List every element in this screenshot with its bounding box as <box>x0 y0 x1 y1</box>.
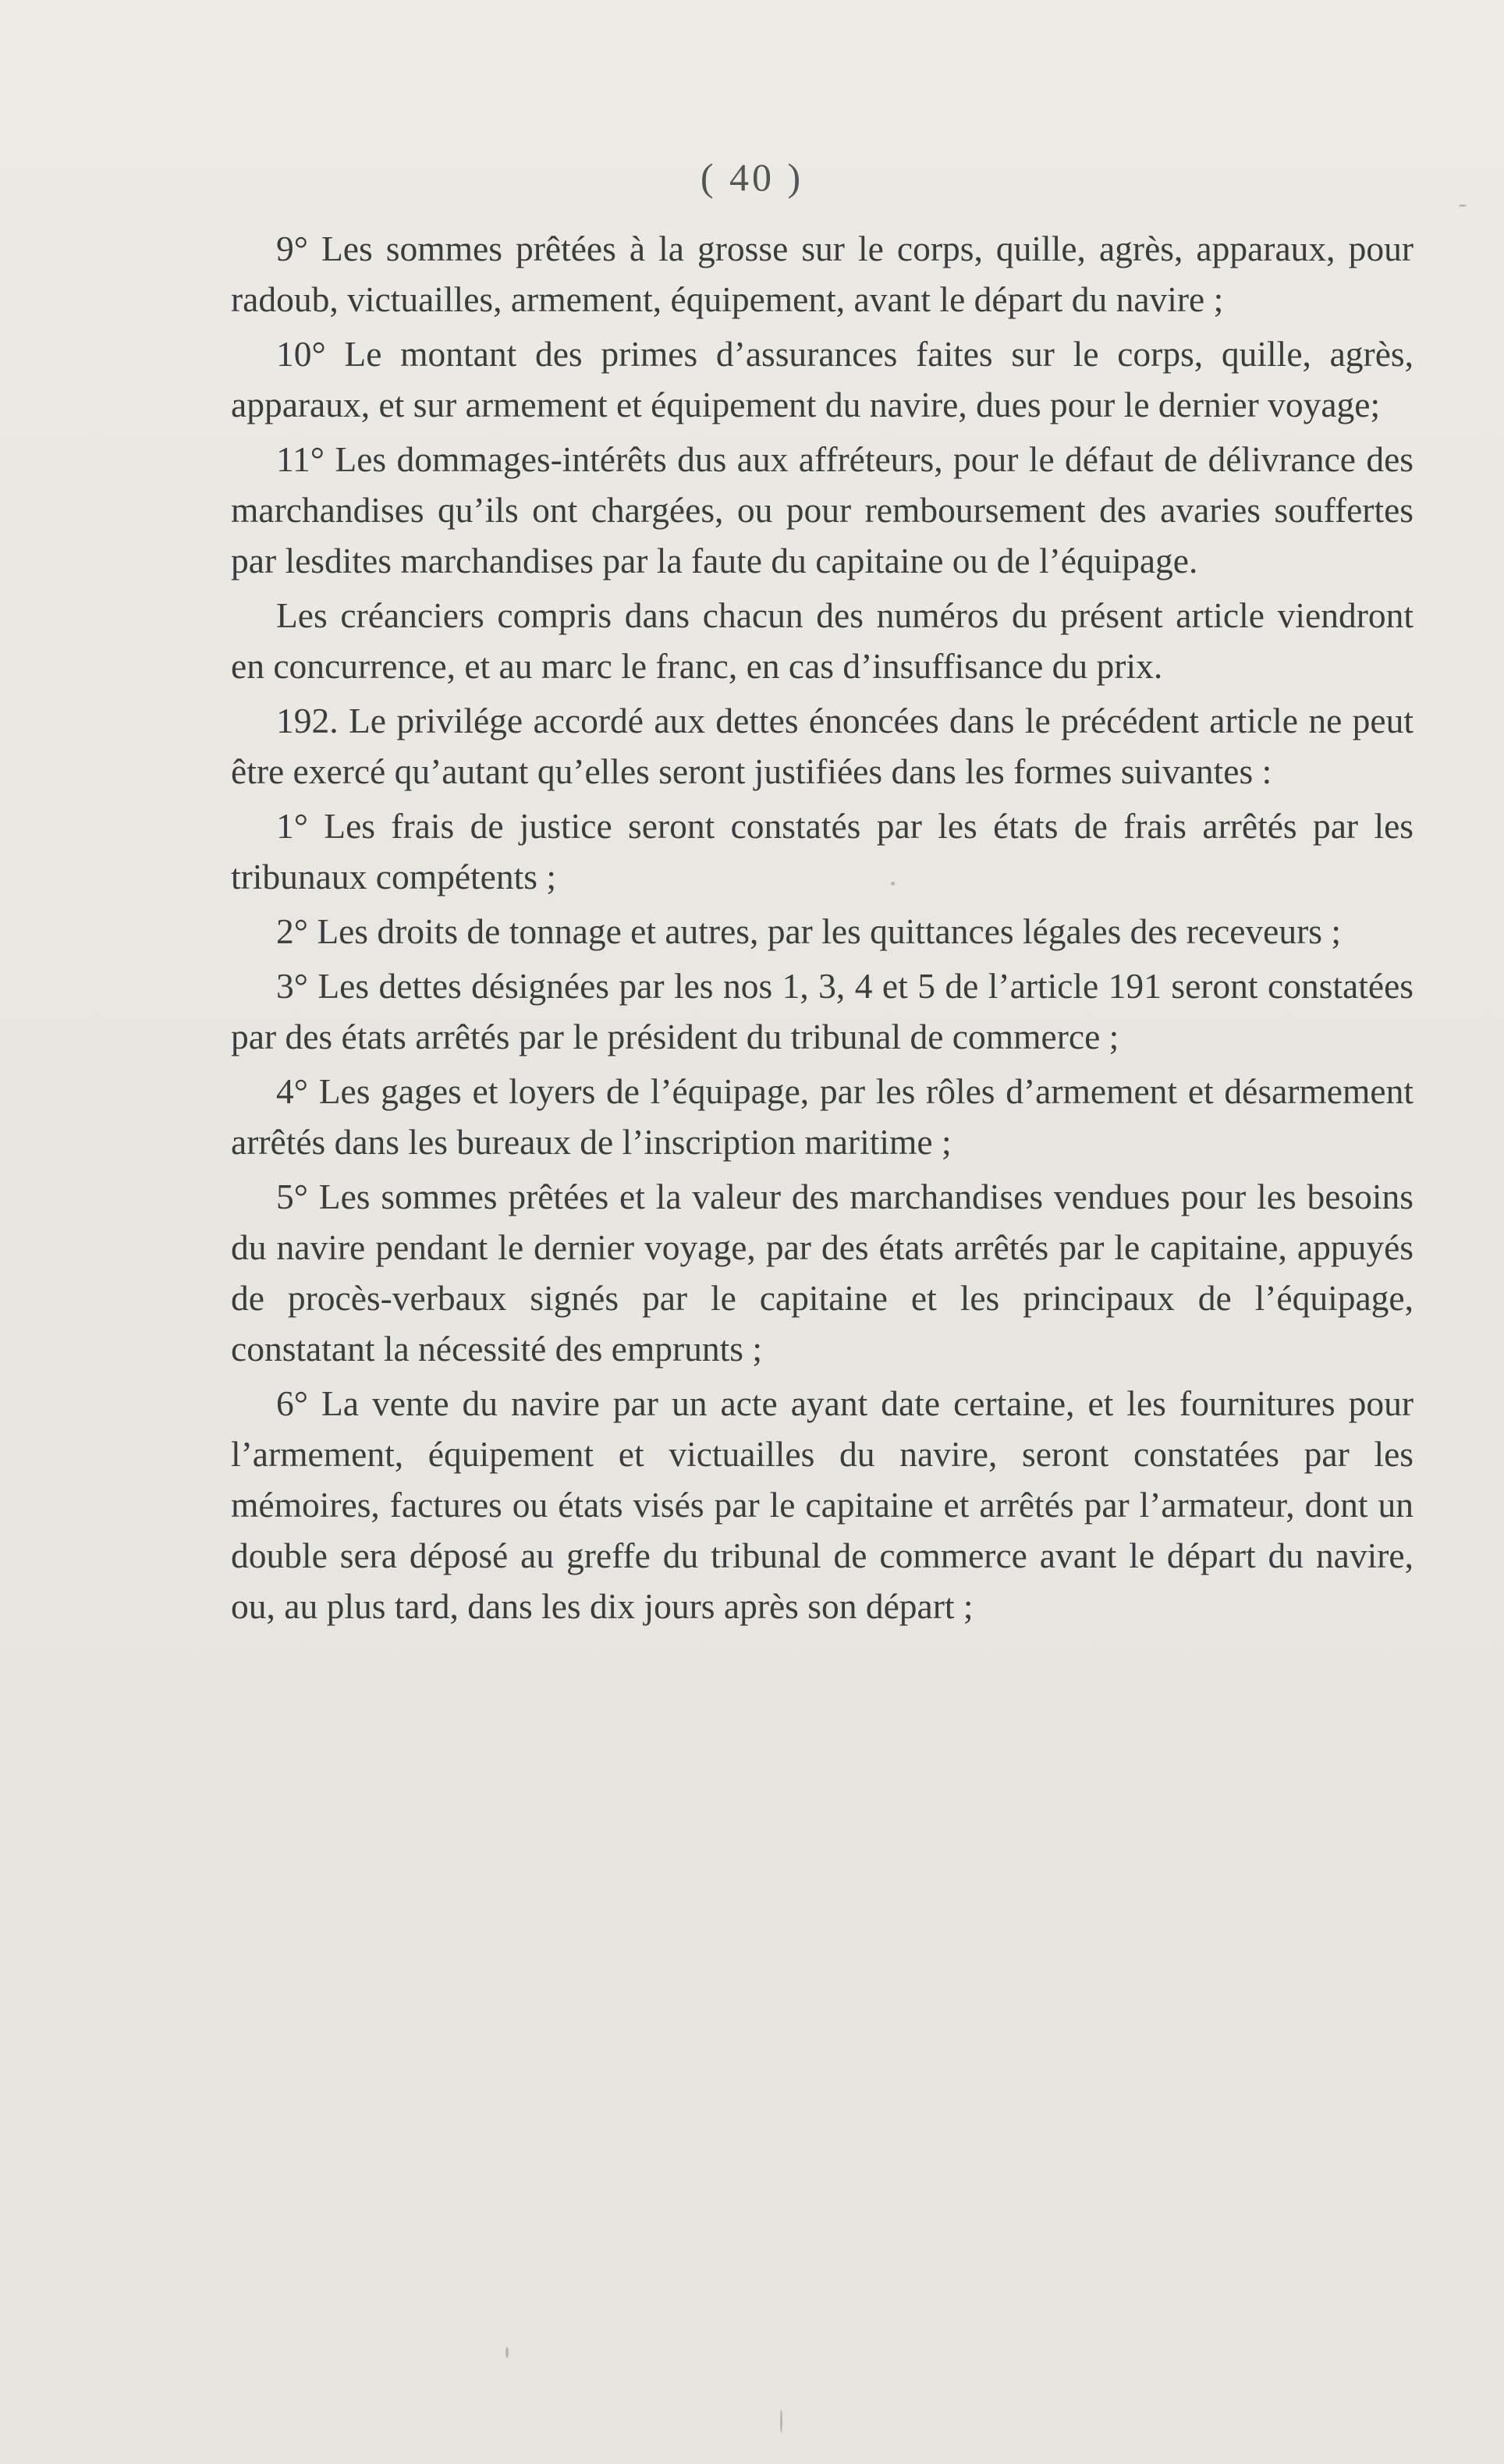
paper-speck <box>1459 204 1467 207</box>
paragraph-item-3: 3° Les dettes désignées par les nos 1, 3, 4 et 5 de l’article 191 seront constatées par des états arrêtés par le président du tribunal de commerce ; <box>231 966 1414 1056</box>
paragraph-item-1: 1° Les frais de justice seront constatés par les états de frais arrêtés par les tribunaux compétents ; <box>231 806 1414 896</box>
paragraph-item-2: 2° Les droits de tonnage et autres, par les quittances légales des receveurs ; <box>276 911 1341 951</box>
paragraph-item-10: 10° Le montant des primes d’assurances faites sur le corps, quille, agrès, apparaux, et sur armement et équipement du navire, dues pour le dernier voyage; <box>231 334 1414 424</box>
paragraph-item-11: 11° Les dommages-intérêts dus aux affréteurs, pour le défaut de délivrance des marchandises qu’ils ont chargées, ou pour remboursement des avaries souffertes par lesdites marchandises par la faute du capitaine ou de l’équipage. <box>231 439 1414 580</box>
body-text <box>231 223 1414 1635</box>
paper-speck <box>891 882 895 886</box>
paragraph-article-192: 192. Le privilége accordé aux dettes énoncées dans le précédent article ne peut être exercé qu’autant qu’elles seront justifiées dans les formes suivantes : <box>231 701 1414 791</box>
page-number: ( 40 ) <box>700 155 804 199</box>
paragraph-item-5: 5° Les sommes prêtées et la valeur des marchandises vendues pour les besoins du navire pendant le dernier voyage, par des états arrêtés par le capitaine, appuyés de procès-verbaux signés par le capitaine et les principaux de l’équipage, constatant la nécessité des emprunts ; <box>231 1177 1414 1369</box>
paragraph-creditors-concurrence: Les créanciers compris dans chacun des numéros du présent article viendront en concurrence, et au marc le franc, en cas d’insuffisance du prix. <box>231 595 1414 686</box>
paragraph-item-6: 6° La vente du navire par un acte ayant date certaine, et les fournitures pour l’armement, équipement et victuailles du navire, seront constatées par les mémoires, factures ou états visés par le capitaine et arrêtés par l’armateur, dont un double sera déposé au greffe du tribunal de commerce avant le départ du navire, ou, au plus tard, dans les dix jours après son départ ; <box>231 1383 1414 1626</box>
paragraph-item-9: 9° Les sommes prêtées à la grosse sur le corps, quille, agrès, apparaux, pour radoub, victuailles, armement, équipement, avant le départ du navire ; <box>231 229 1414 319</box>
paper-speck <box>780 2409 782 2433</box>
paragraph-item-4: 4° Les gages et loyers de l’équipage, par les rôles d’armement et désarmement arrêtés dans les bureaux de l’inscription maritime ; <box>231 1071 1414 1162</box>
paper-speck <box>505 2347 509 2358</box>
